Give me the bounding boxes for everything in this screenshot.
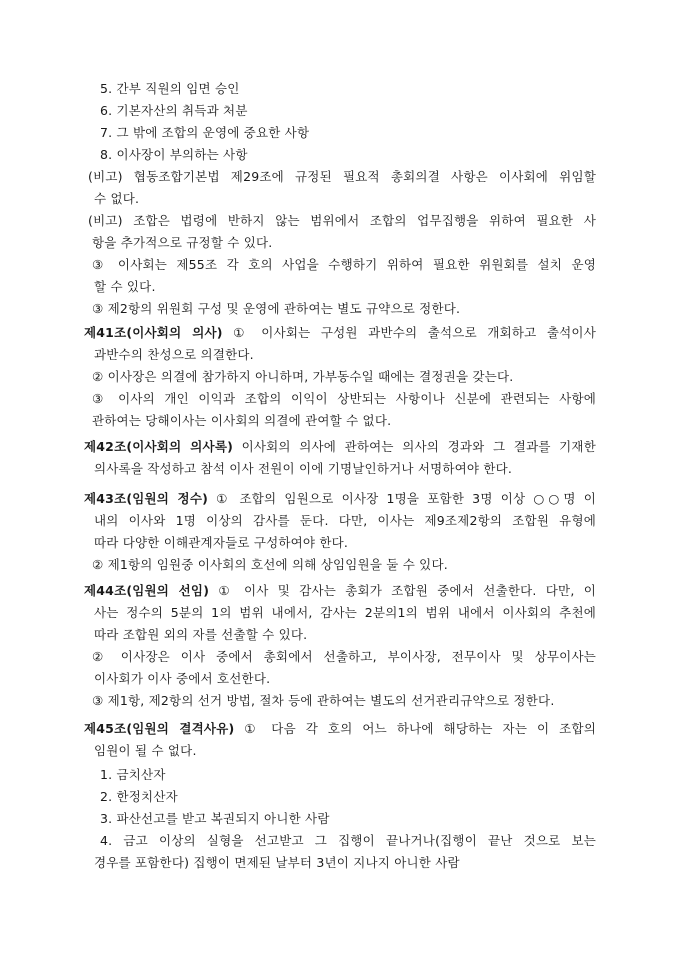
paragraph-line: 따라 다양한 이해관계자들로 구성하여야 한다. (94, 535, 349, 550)
article-41-line (84, 324, 596, 342)
article-42-line (84, 438, 596, 456)
paragraph-line: 내의 이사와 1명 이상의 감사를 둔다. 다만, 이사는 제9조제2항의 조합원 유형에 (94, 513, 596, 528)
note-line: 항을 추가적으로 규정할 수 있다. (92, 235, 273, 250)
paragraph-line: 의사록을 작성하고 참석 이사 전원이 이에 기명날인하거나 서명하여야 한다. (94, 461, 513, 476)
paragraph-line: ③ 이사회는 제55조 각 호의 사업을 수행하기 위하여 필요한 위원회를 설치 운영 (92, 257, 596, 272)
paragraph-line: 관하여는 당해이사는 이사회의 의결에 관여할 수 없다. (92, 413, 392, 428)
list-item: 8. 이사장이 부의하는 사항 (100, 147, 248, 162)
list-item: 5. 간부 직원의 임면 승인 (100, 81, 240, 96)
article-43-heading: 제43조(임원의 정수) (84, 491, 209, 506)
paragraph-line: 따라 조합원 외의 자를 선출할 수 있다. (94, 627, 308, 642)
list-item: 2. 한정치산자 (100, 789, 178, 804)
list-item: 6. 기본자산의 취득과 처분 (100, 103, 248, 118)
article-42-heading: 제42조(이사회의 의사록) (84, 439, 234, 454)
paragraph-line: 이사회가 이사 중에서 호선한다. (94, 671, 271, 686)
article-44-text: ① 이사 및 감사는 총회가 조합원 중에서 선출한다. 다만, 이 (218, 583, 596, 598)
article-41-text: ① 이사회는 구성원 과반수의 출석으로 개회하고 출석이사 (233, 325, 596, 340)
paragraph-line: 임원이 될 수 없다. (94, 743, 197, 758)
article-42-text: 이사회의 의사에 관하여는 의사의 경과와 그 결과를 기재한 (241, 439, 596, 454)
list-item: 7. 그 밖에 조합의 운영에 중요한 사항 (100, 125, 310, 140)
article-43-line (84, 490, 596, 508)
list-item: 경우를 포함한다) 집행이 면제된 날부터 3년이 지나지 아니한 사람 (94, 855, 460, 870)
list-item: 3. 파산선고를 받고 복권되지 아니한 사람 (100, 811, 330, 826)
paragraph-line: ③ 제1항, 제2항의 선거 방법, 절차 등에 관하여는 별도의 선거관리규약으로 정한다. (92, 693, 555, 708)
article-44-line (84, 582, 596, 600)
paragraph-line: 사는 정수의 5분의 1의 범위 내에서, 감사는 2분의1의 범위 내에서 이사회의 추천에 (94, 605, 596, 620)
paragraph-line: ② 이사장은 의결에 참가하지 아니하며, 가부동수일 때에는 결정권을 갖는다. (92, 369, 514, 384)
list-item: 4. 금고 이상의 실형을 선고받고 그 집행이 끝나거나(집행이 끝난 것으로 보는 (100, 833, 596, 848)
paragraph-line: ③ 제2항의 위원회 구성 및 운영에 관하여는 별도 규약으로 정한다. (92, 301, 461, 316)
article-44-heading: 제44조(임원의 선임) (84, 583, 210, 598)
article-45-heading: 제45조(임원의 결격사유) (84, 721, 235, 736)
article-45-line (84, 720, 596, 738)
paragraph-line: ③ 이사의 개인 이익과 조합의 이익이 상반되는 사항이나 신분에 관련되는 사항에 (92, 391, 596, 406)
note-line: 수 없다. (94, 191, 140, 206)
paragraph-line: 할 수 있다. (94, 279, 156, 294)
note-line: (비고) 협동조합기본법 제29조에 규정된 필요적 총회의결 사항은 이사회에 위임할 (88, 169, 596, 184)
paragraph-line: ② 제1항의 임원중 이사회의 호선에 의해 상임임원을 둘 수 있다. (92, 557, 448, 572)
article-43-text: ① 조합의 임원으로 이사장 1명을 포함한 3명 이상 ○○명 이 (216, 491, 596, 506)
paragraph-line: ② 이사장은 이사 중에서 총회에서 선출하고, 부이사장, 전무이사 및 상무이사는 (92, 649, 596, 664)
list-item: 1. 금치산자 (100, 767, 166, 782)
article-45-text: ① 다음 각 호의 어느 하나에 해당하는 자는 이 조합의 (244, 721, 596, 736)
note-line: (비고) 조합은 법령에 반하지 않는 범위에서 조합의 업무집행을 위하여 필요한 사 (88, 213, 596, 228)
article-41-heading: 제41조(이사회의 의사) (84, 325, 223, 340)
paragraph-line: 과반수의 찬성으로 의결한다. (94, 347, 254, 362)
